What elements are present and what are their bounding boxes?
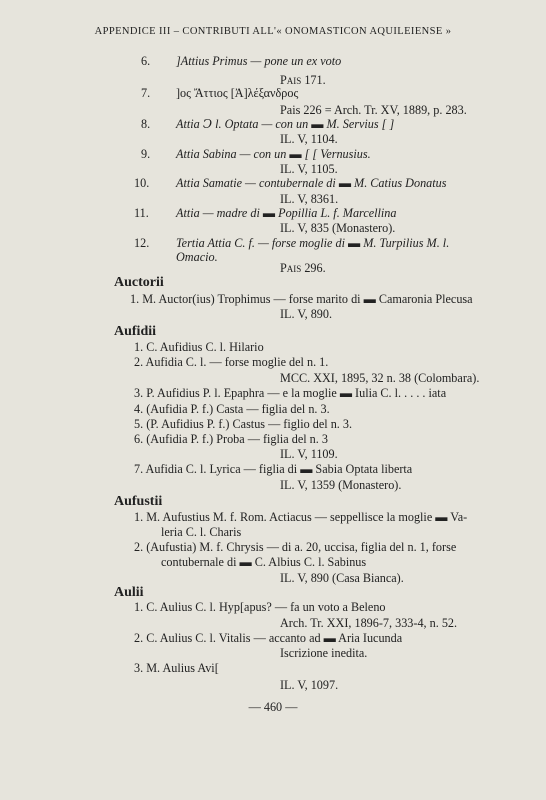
- entry-text: 5. (P. Aufidius P. f.) Castus — figlio del n. 3.: [134, 417, 353, 431]
- entry-text: 1. M. Aufustius M. f. Rom. Actiacus — seppellisce la moglie ▬ Va-: [134, 510, 468, 524]
- section-title: Aufustii: [114, 494, 163, 509]
- entry-reference: IL. V, 890 (Casa Bianca).: [280, 571, 404, 585]
- entry-text: 7. Aufidia C. l. Lyrica — figlia di ▬ Sabia Optata liberta: [134, 462, 413, 476]
- entry-text: 1. C. Aufidius C. l. Hilario: [134, 340, 264, 354]
- entry-text: Attia Samatie — contubernale di ▬ M. Catius Donatus: [176, 176, 447, 190]
- entry-reference: IL. V, 890.: [280, 307, 333, 321]
- entry-reference: IL. V, 835 (Monastero).: [280, 221, 396, 235]
- entry-reference: IL. V, 8361.: [280, 192, 339, 206]
- entry-number: 10.: [134, 176, 150, 190]
- entry-text: 3. P. Aufidius P. l. Epaphra — e la moglie ▬ Iulia C. l. . . . . iata: [134, 386, 447, 400]
- entry-number: 8.: [141, 117, 151, 131]
- entry-text: Omacio.: [176, 250, 218, 264]
- entry-reference: Pais 296.: [280, 261, 326, 275]
- entry-number: 12.: [134, 236, 150, 250]
- entry-text: Attia Ↄ l. Optata — con un ▬ M. Servius [ ]: [176, 117, 395, 131]
- entry-text: 3. M. Aulius Avi[: [134, 661, 219, 675]
- entry-reference: IL. V, 1105.: [280, 162, 338, 176]
- entry-reference: Iscrizione inedita.: [280, 646, 368, 660]
- running-header: APPENDICE III – CONTRIBUTI ALL'« ONOMASTICON AQUILEIENSE »: [94, 26, 452, 37]
- entry-number: 7.: [141, 86, 151, 100]
- entry-text: 4. (Aufidia P. f.) Casta — figlia del n. 3.: [134, 402, 330, 416]
- entry-text: leria C. l. Charis: [161, 525, 242, 539]
- entry-reference: MCC. XXI, 1895, 32 n. 38 (Colombara).: [280, 371, 480, 385]
- entry-text: ]Attius Primus — pone un ex voto: [176, 54, 342, 68]
- entry-reference: Arch. Tr. XXI, 1896-7, 333-4, n. 52.: [280, 616, 458, 630]
- entry-text: Attia Sabina — con un ▬ [ [ Vernusius.: [176, 147, 371, 161]
- page-number: — 460 —: [248, 700, 298, 714]
- entry-text: 1. M. Auctor(ius) Trophimus — forse marito di ▬ Camaronia Plecusa: [130, 292, 473, 306]
- section-title: Aufidii: [114, 324, 157, 339]
- entry-text: 2. (Aufustia) M. f. Chrysis — di a. 20, uccisa, figlia del n. 1, forse: [134, 540, 457, 554]
- entry-number: 11.: [134, 206, 149, 220]
- entry-text: contubernale di ▬ C. Albius C. l. Sabinus: [161, 555, 367, 569]
- entry-number: 6.: [141, 54, 151, 68]
- entry-text: 2. C. Aulius C. l. Vitalis — accanto ad ▬ Aria Iucunda: [134, 631, 403, 645]
- entry-reference: IL. V, 1097.: [280, 678, 339, 692]
- entry-text: 6. (Aufidia P. f.) Proba — figlia del n. 3: [134, 432, 328, 446]
- entry-text: 1. C. Aulius C. l. Hyp[apus? — fa un voto a Beleno: [134, 600, 386, 614]
- entry-text: ]ος Ἄττιος [Ἀ]λέξανδρος: [176, 86, 299, 100]
- entry-reference: IL. V, 1359 (Monastero).: [280, 478, 402, 492]
- entry-text: 2. Aufidia C. l. — forse moglie del n. 1.: [134, 355, 329, 369]
- entry-number: 9.: [141, 147, 151, 161]
- entry-reference: IL. V, 1104.: [280, 132, 338, 146]
- entry-reference: Pais 171.: [280, 73, 326, 87]
- entry-reference: IL. V, 1109.: [280, 447, 338, 461]
- section-title: Auctorii: [114, 275, 164, 290]
- entry-text: Attia — madre di ▬ Popillia L. f. Marcellina: [176, 206, 397, 220]
- entry-text: Tertia Attia C. f. — forse moglie di ▬ M. Turpilius M. l.: [176, 236, 450, 250]
- entry-reference: Pais 226 = Arch. Tr. XV, 1889, p. 283.: [280, 103, 467, 117]
- section-title: Aulii: [114, 585, 144, 600]
